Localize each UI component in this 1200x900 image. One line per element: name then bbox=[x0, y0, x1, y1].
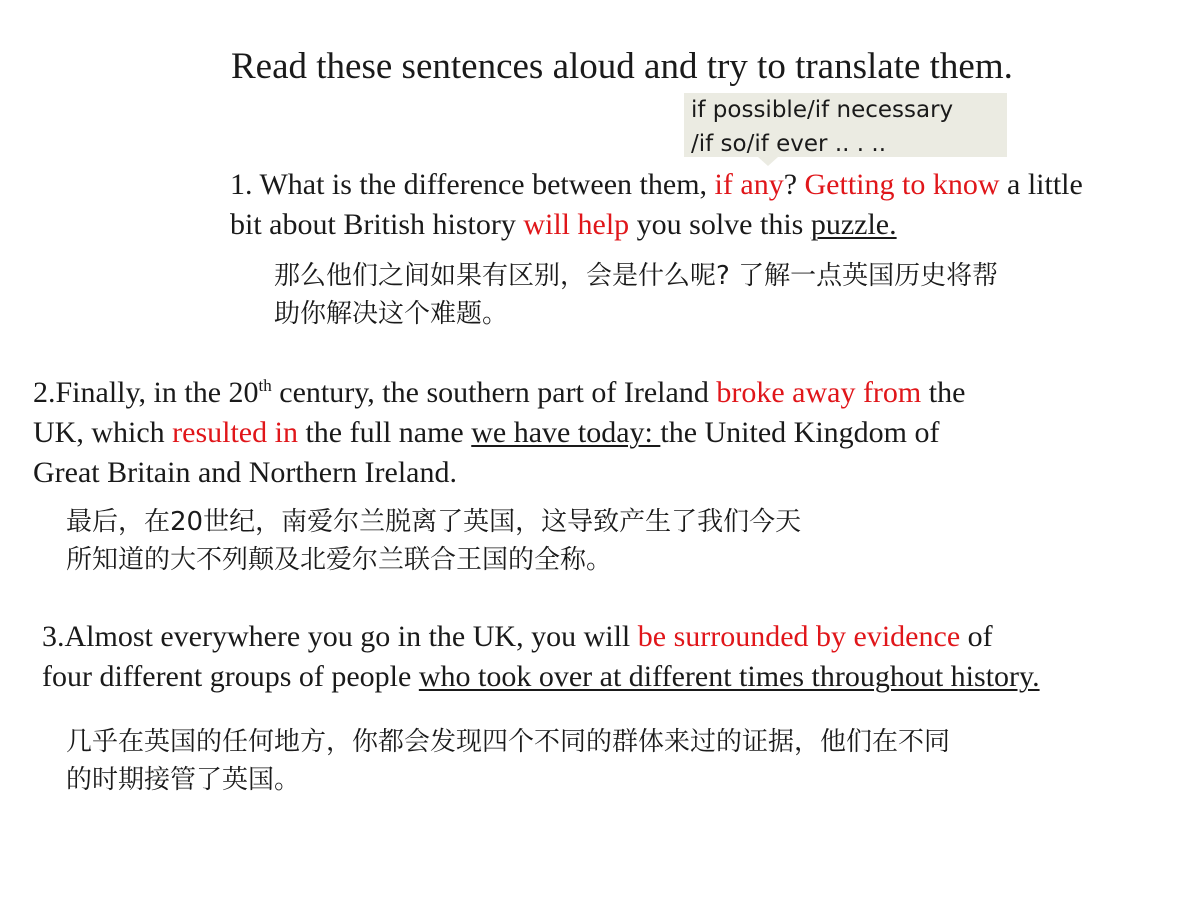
sentence-2-english bbox=[33, 373, 965, 493]
sentence-2-chinese bbox=[66, 503, 801, 579]
sentence-1-translation-line-1: 那么他们之间如果有区别，会是什么呢? 了解一点英国历史将帮 bbox=[274, 261, 999, 291]
text-run-plain: you solve this bbox=[629, 208, 811, 241]
sentence-2-line-2 bbox=[33, 413, 965, 453]
text-run-plain: the full name bbox=[297, 416, 472, 449]
text-run-underline: puzzle. bbox=[810, 208, 897, 241]
text-run-plain: a little bbox=[999, 168, 1083, 201]
text-run-red: resulted in bbox=[172, 416, 298, 449]
text-run-red: broke away from bbox=[716, 376, 922, 409]
text-run-plain: century, the southern part of Ireland bbox=[271, 376, 717, 409]
text-run-plain: 3.Almost everywhere you go in the UK, you will bbox=[42, 620, 638, 653]
sentence-2-translation-line-2: 所知道的大不列颠及北爱尔兰联合王国的全称。 bbox=[66, 545, 613, 575]
text-run-red: will help bbox=[523, 208, 630, 241]
text-run-plain: the United Kingdom of bbox=[660, 416, 940, 449]
callout-line-2: /if so/if ever .. . .. bbox=[691, 131, 887, 157]
sentence-3-translation-line-2: 的时期接管了英国。 bbox=[66, 765, 301, 795]
text-run-underline: we have today: bbox=[471, 416, 661, 449]
sentence-3-chinese bbox=[66, 723, 950, 799]
text-run-plain: 2.Finally, in the 20 bbox=[33, 376, 259, 409]
sentence-1-english bbox=[230, 165, 1083, 245]
text-run-underline: who took over at different times throughout history. bbox=[418, 660, 1040, 693]
sentence-1-line-2 bbox=[230, 205, 1083, 245]
sentence-1-chinese bbox=[274, 257, 998, 333]
callout-line-1: if possible/if necessary bbox=[691, 97, 954, 123]
text-run-sup: th bbox=[258, 376, 272, 395]
text-run-plain: UK, which bbox=[33, 416, 173, 449]
sentence-3-line-2 bbox=[42, 657, 1040, 697]
text-run-plain: of bbox=[960, 620, 993, 653]
sentence-2-line-1 bbox=[33, 373, 965, 413]
text-run-plain: 1. What is the difference between them, bbox=[230, 168, 715, 201]
sentence-3-line-1 bbox=[42, 617, 1040, 657]
text-run-plain: Great Britain and Northern Ireland. bbox=[33, 456, 457, 489]
text-run-plain: bit about British history bbox=[230, 208, 524, 241]
text-run-plain: four different groups of people bbox=[42, 660, 419, 693]
text-run-red: Getting to know bbox=[804, 168, 1000, 201]
text-run-red: if any bbox=[714, 168, 784, 201]
sentence-2-line-3 bbox=[33, 453, 965, 493]
sentence-2-translation-line-1: 最后，在20世纪，南爱尔兰脱离了英国，这导致产生了我们今天 bbox=[66, 507, 802, 537]
text-run-plain: the bbox=[921, 376, 966, 409]
sentence-3-english bbox=[42, 617, 1040, 697]
callout-box bbox=[684, 93, 1007, 157]
text-run-red: be surrounded by evidence bbox=[637, 620, 961, 653]
sentence-1-line-1 bbox=[230, 165, 1083, 205]
sentence-1-translation-line-2: 助你解决这个难题。 bbox=[274, 299, 509, 329]
text-run-plain: ? bbox=[783, 168, 805, 201]
sentence-3-translation-line-1: 几乎在英国的任何地方，你都会发现四个不同的群体来过的证据，他们在不同 bbox=[66, 727, 951, 757]
slide-title: Read these sentences aloud and try to translate them. bbox=[231, 46, 1013, 87]
